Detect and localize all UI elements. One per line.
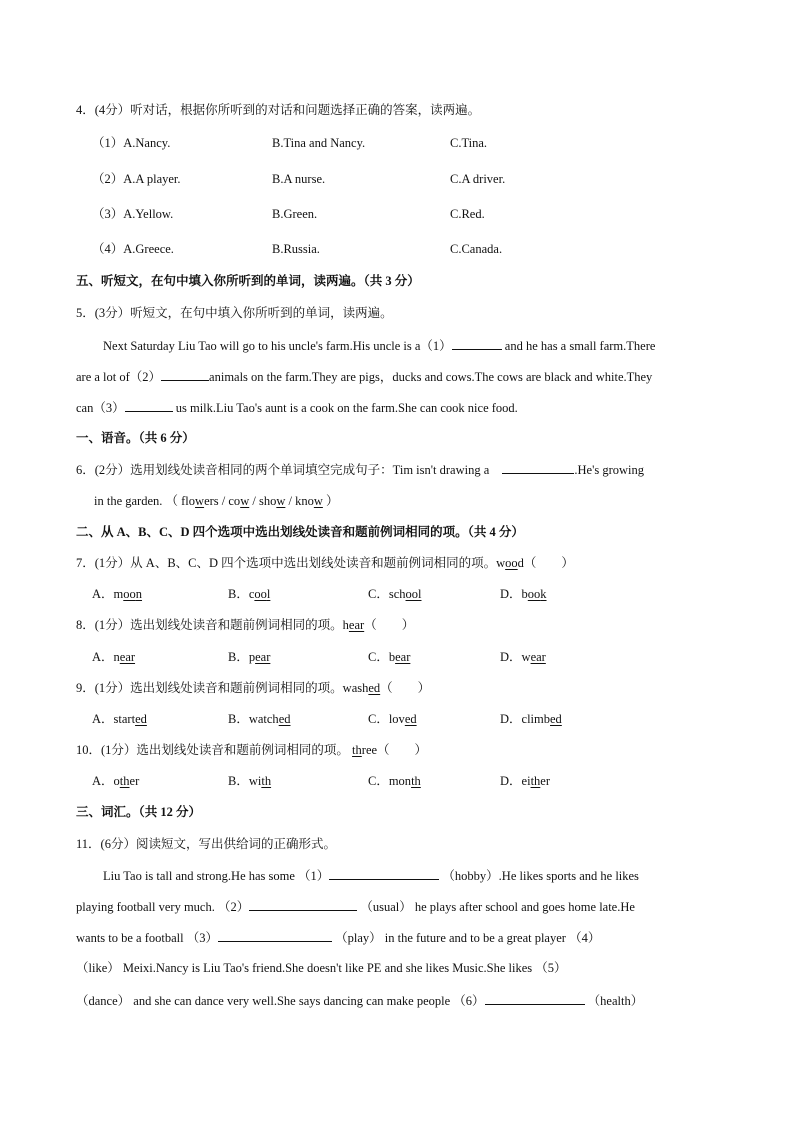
section-2-title: 二、从 A、B、C、D 四个选项中选出划线处读音和题前例词相同的项。（共 4 分） [76, 525, 524, 539]
q11-passage-text: wants to be a football （3） [76, 931, 218, 945]
q5-passage-line3 [76, 399, 518, 416]
q11-passage-text: playing football very much. （2） [76, 900, 250, 914]
q5-passage-text: us milk.Liu Tao's aunt is a cook on the farm.She can cook nice food. [175, 401, 518, 415]
q10-stem: 10．(1分）选出划线处读音和题前例词相同的项。 three（ ） [76, 743, 428, 757]
answer-blank[interactable] [249, 898, 357, 911]
word-flowers: flowers / [181, 494, 226, 508]
word-cow: cow / [228, 494, 256, 508]
q8-option-b[interactable]: B．pear [228, 650, 271, 664]
q5-passage-text: can（3） [76, 401, 125, 415]
q11-passage-text: （hobby）.He likes sports and he likes [442, 869, 639, 883]
q6-text: ） [326, 494, 339, 508]
q9-option-d[interactable]: D．climbed [500, 712, 562, 726]
q11-passage-text: （dance） and she can dance very well.She says dancing can make people （6） [76, 994, 485, 1008]
q8-option-a[interactable]: A．near [92, 650, 136, 664]
answer-blank[interactable] [161, 368, 209, 381]
q6-text: in the garden. （ [94, 494, 179, 508]
q7-option-a[interactable]: A．moon [92, 587, 143, 601]
q11-passage-line1 [103, 867, 639, 884]
q5-passage-line2 [76, 368, 652, 385]
q4-option-3b: B.Green. [272, 207, 318, 221]
q4-option-2c: C.A driver. [450, 172, 506, 186]
q7-option-c[interactable]: C．school [368, 587, 422, 601]
q9-option-b[interactable]: B．watched [228, 712, 291, 726]
q5-stem: 5．(3分）听短文，在句中填入你所听到的单词，读两遍。 [76, 306, 393, 320]
q8-stem: 8．(1分）选出划线处读音和题前例词相同的项。hear（ ） [76, 618, 415, 632]
answer-blank[interactable] [502, 461, 574, 474]
q10-option-b[interactable]: B．with [228, 774, 272, 788]
q4-option-1b: B.Tina and Nancy. [272, 136, 366, 150]
q5-passage-text: and he has a small farm.There [504, 339, 656, 353]
q4-stem: 4．(4分）听对话，根据你所听到的对话和问题选择正确的答案，读两遍。 [76, 103, 481, 117]
q6-options [94, 493, 339, 509]
q5-passage-text: Next Saturday Liu Tao will go to his uncle's farm.His uncle is a（1） [103, 339, 452, 353]
word-know: know [295, 494, 323, 508]
q11-passage-text: （usual） he plays after school and goes home late.He [360, 900, 635, 914]
section-5-title: 五、听短文，在句中填入你所听到的单词，读两遍。（共 3 分） [76, 274, 420, 288]
q9-stem: 9．(1分）选出划线处读音和题前例词相同的项。washed（ ） [76, 681, 431, 695]
q11-passage-text: （health） [587, 994, 644, 1008]
q11-passage-line4: （like） Meixi.Nancy is Liu Tao's friend.She doesn't like PE and she likes Music.She likes （5） [76, 961, 567, 975]
q4-option-1a: （1）A.Nancy. [92, 136, 171, 150]
q9-option-a[interactable]: A．started [92, 712, 147, 726]
answer-blank[interactable] [218, 929, 332, 942]
section-3-title: 三、词汇。（共 12 分） [76, 805, 202, 819]
q6-text: 6．(2分）选用划线处读音相同的两个单词填空完成句子：Tim isn't drawing a [76, 463, 490, 477]
answer-blank[interactable] [329, 867, 439, 880]
q9-option-c[interactable]: C．loved [368, 712, 417, 726]
q8-option-c[interactable]: C．bear [368, 650, 411, 664]
q8-option-d[interactable]: D．wear [500, 650, 546, 664]
answer-blank[interactable] [452, 337, 502, 350]
q10-option-c[interactable]: C．month [368, 774, 421, 788]
answer-blank[interactable] [485, 992, 585, 1005]
q10-option-d[interactable]: D．either [500, 774, 551, 788]
q11-passage-line2 [76, 898, 635, 915]
q6-stem [76, 461, 644, 478]
q4-option-4b: B.Russia. [272, 242, 320, 256]
q4-option-3a: （3）A.Yellow. [92, 207, 174, 221]
q11-passage-line3 [76, 929, 600, 946]
q5-passage-line1 [103, 337, 655, 354]
q11-passage-text: Liu Tao is tall and strong.He has some （1） [103, 869, 330, 883]
q4-option-2b: B.A nurse. [272, 172, 326, 186]
q4-option-4a: （4）A.Greece. [92, 242, 174, 256]
q4-option-4c: C.Canada. [450, 242, 503, 256]
q10-option-a[interactable]: A．other [92, 774, 140, 788]
q4-option-3c: C.Red. [450, 207, 485, 221]
section-1-title: 一、语音。（共 6 分） [76, 431, 195, 445]
q7-stem: 7．(1分）从 A、B、C、D 四个选项中选出划线处读音和题前例词相同的项。wood（ ） [76, 556, 574, 570]
q7-option-b[interactable]: B．cool [228, 587, 271, 601]
q6-text: .He's growing [574, 463, 644, 477]
q7-option-d[interactable]: D．book [500, 587, 547, 601]
q11-stem: 11．(6分）阅读短文，写出供给词的正确形式。 [76, 837, 336, 851]
q5-passage-text: animals on the farm.They are pigs，ducks and cows.The cows are black and white.They [209, 370, 653, 384]
q11-passage-line5 [76, 992, 643, 1009]
q4-option-1c: C.Tina. [450, 136, 488, 150]
q11-passage-text: （play） in the future and to be a great player （4） [335, 931, 601, 945]
word-show: show / [258, 494, 292, 508]
q4-option-2a: （2）A.A player. [92, 172, 181, 186]
q5-passage-text: are a lot of（2） [76, 370, 162, 384]
answer-blank[interactable] [125, 399, 173, 412]
